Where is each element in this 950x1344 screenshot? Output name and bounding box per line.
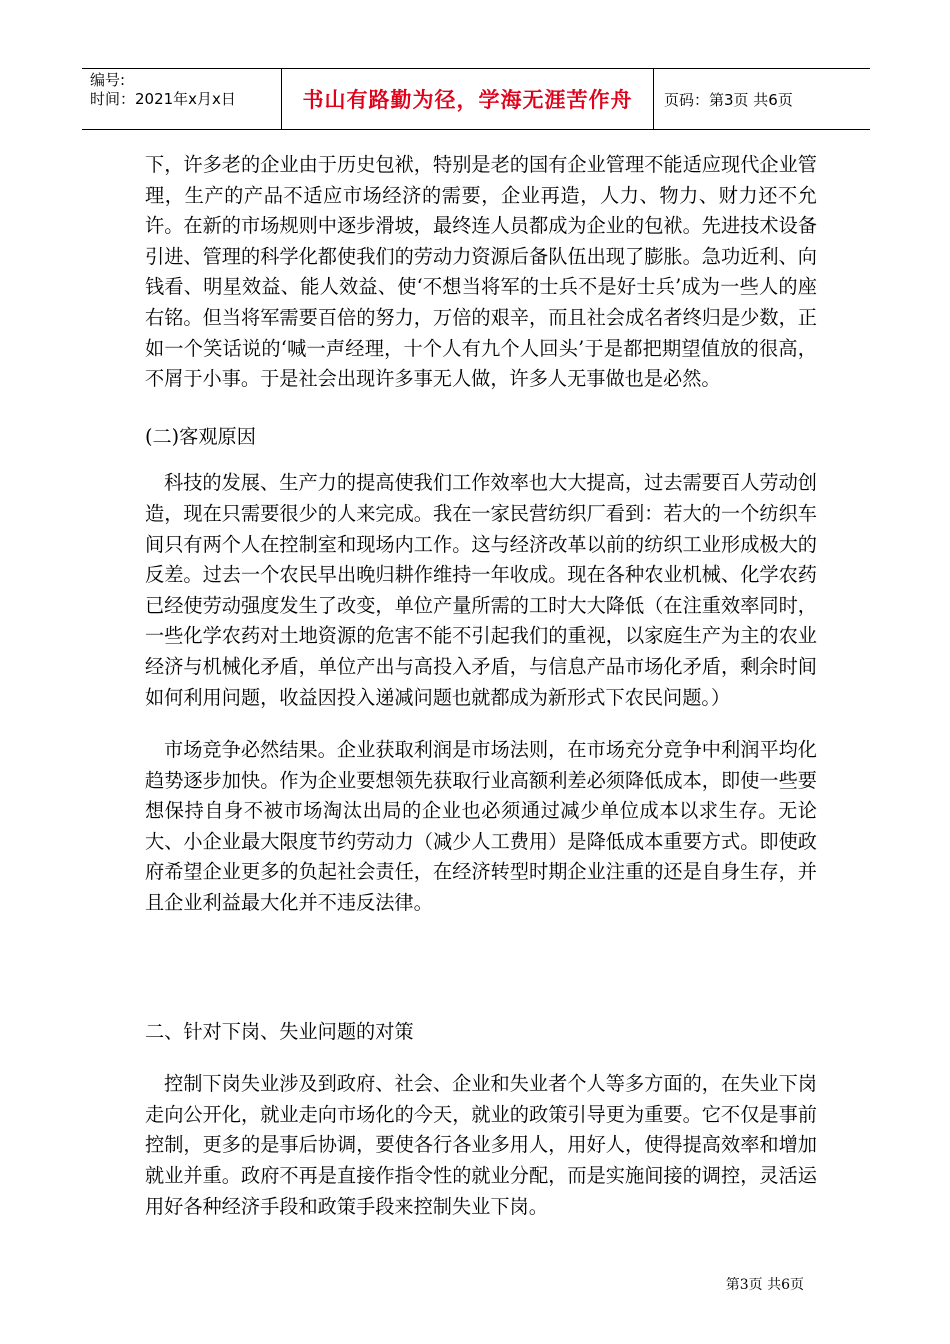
section-subheading: (二)客观原因 [145,424,256,448]
section-heading: 二、针对下岗、失业问题的对策 [145,1019,414,1043]
body-paragraph-2: 科技的发展、生产力的提高使我们工作效率也大大提高，过去需要百人劳动创造，现在只需要很少的人来完成。我在一家民营纺织厂看到：若大的一个纺织车间只有两个人在控制室和现场内工作。这与经济改革以前的纺织工业形成极大的反差。过去一个农民早出晚归耕作维持一年收成。现在各种农业机械、化学农药已经使劳动强度发生了改变，单位产量所需的工时大大降低（在注重效率同时，一些化学农药对土地资源的危害不能不引起我们的重视，以家庭生产为主的农业经济与机械化矛盾，单位产出与高投入矛盾，与信息产品市场化矛盾，剩余时间如何利用问题，收益因投入递减问题也就都成为新形式下农民问题。） [145,471,817,709]
body-paragraph-1: 下，许多老的企业由于历史包袱，特别是老的国有企业管理不能适应现代企业管理，生产的产品不适应市场经济的需要，企业再造，人力、物力、财力还不允许。在新的市场规则中逐步滑坡，最终连人员都成为企业的包袱。先进技术设备引进、管理的科学化都使我们的劳动力资源后备队伍出现了膨胀。急功近利、向钱看、明星效益、能人效益、使‘不想当将军的士兵不是好士兵’成为一些人的座右铭。但当将军需要百倍的努力，万倍的艰辛，而且社会成名者终归是少数，正如一个笑话说的‘喊一声经理，十个人有九个人回头’于是都把期望值放的很高，不屑于小事。于是社会出现许多事无人做，许多人无事做也是必然。 [145,153,817,391]
body-paragraph-3: 市场竞争必然结果。企业获取利润是市场法则，在市场充分竞争中利润平均化趋势逐步加快。作为企业要想领先获取行业高额利差必须降低成本，即使一些要想保持自身不被市场淘汰出局的企业也必须通过减少单位成本以求生存。无论大、小企业最大限度节约劳动力（减少人工费用）是降低成本重要方式。即使政府希望企业更多的负起社会责任，在经济转型时期企业注重的还是自身生存，并且企业利益最大化并不违反法律。 [145,738,817,915]
body-paragraph-4: 控制下岗失业涉及到政府、社会、企业和失业者个人等多方面的，在失业下岗走向公开化，就业走向市场化的今天，就业的政策引导更为重要。它不仅是事前控制，更多的是事后协调，要使各行各业多用人，用好人，使得提高效率和增加就业并重。政府不再是直接作指令性的就业分配，而是实施间接的调控，灵活运用好各种经济手段和政策手段来控制失业下岗。 [145,1072,817,1218]
page-header [82,68,870,130]
header-motto: 书山有路勤为径，学海无涯苦作舟 [282,69,654,129]
header-meta-cell [82,69,282,129]
document-number-label: 编号: [90,71,126,89]
header-page-number: 页码：第3页 共6页 [664,90,793,109]
document-time-label: 时间：2021年x月x日 [90,90,236,108]
page-footer: 第3页 共6页 [725,1277,804,1293]
document-body [145,150,817,1222]
